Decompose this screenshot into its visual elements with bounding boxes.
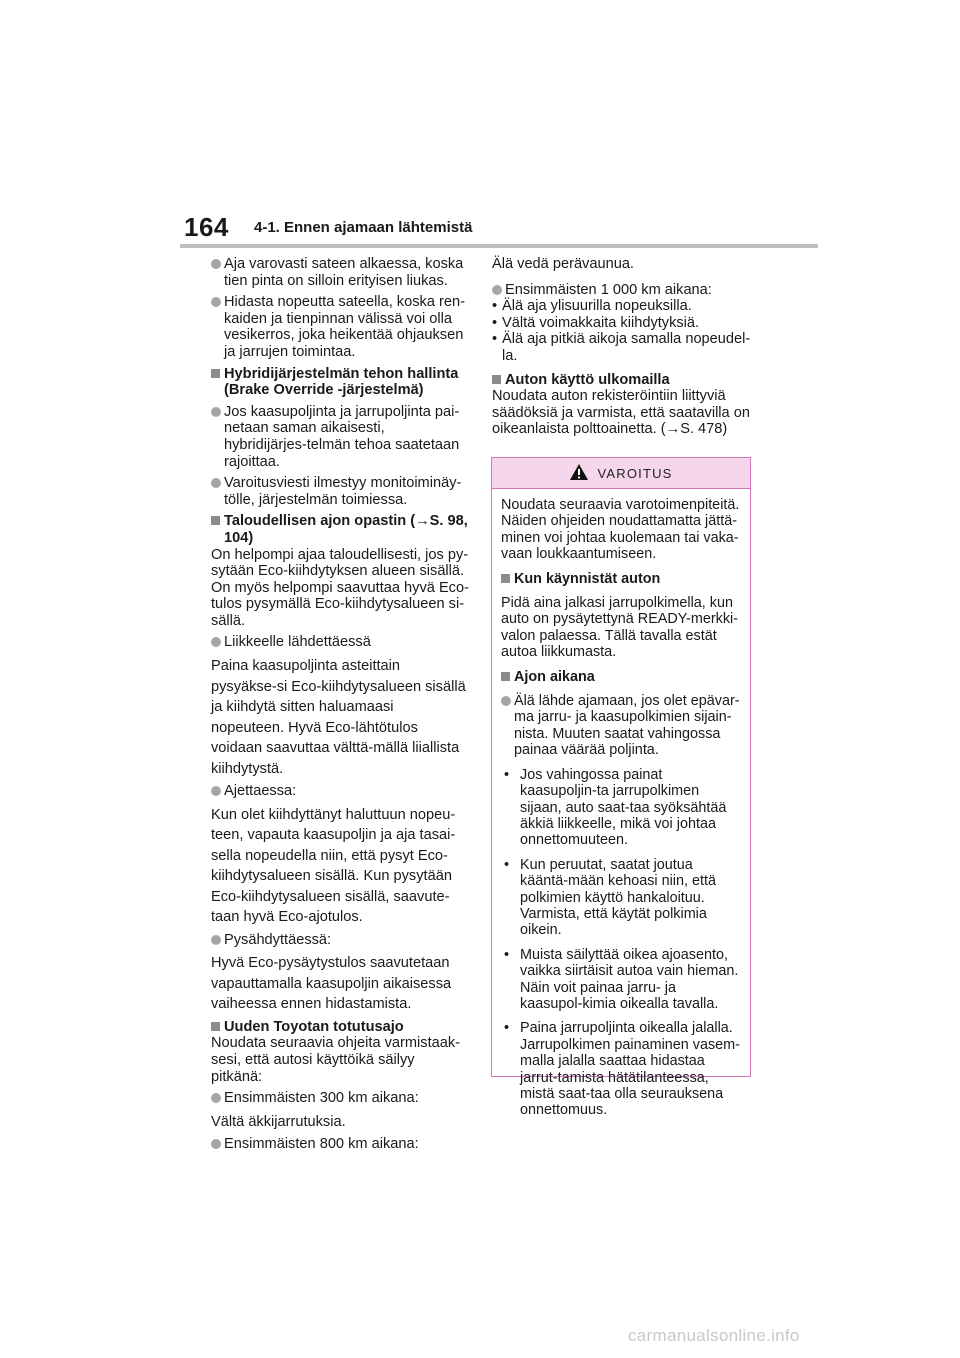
section-heading: Ajon aikana: [501, 669, 741, 685]
warning-header: [492, 458, 750, 489]
bullet-item: Hidasta nopeutta sateella, koska ren-kaiden ja tienpinnan välissä voi olla vesikerros, joka heikentää ohjauksen ja jarrujen toimintaa.: [211, 294, 469, 360]
section-title: 4-1. Ennen ajamaan lähtemistä: [254, 219, 473, 236]
dash-item: • Vältä voimakkaita kiihdytyksiä.: [492, 315, 754, 332]
dash-item: • Älä aja pitkiä aikoja samalla nopeudel-la.: [492, 331, 754, 364]
section-heading: Kun käynnistät auton: [501, 571, 741, 587]
section-heading: Auton käyttö ulkomailla: [492, 372, 754, 389]
warning-body: [492, 489, 750, 1119]
paragraph: Älä vedä perävaunua.: [492, 256, 634, 272]
header-divider: [180, 244, 818, 248]
bullet-item: Ensimmäisten 300 km aikana:: [211, 1090, 469, 1107]
dash-item: • Muista säilyttää oikea ajoasento, vaikka siirtäisit autoa vain hieman. Näin voit painaa jarru- ja kaasupol-kimia oikealla tavalla.: [501, 947, 741, 1013]
paragraph: Paina kaasupoljinta asteittain pysyäkse-si Eco-kiihdytysalueen sisällä ja kiihdytä sitten haluamaasi nopeuteen. Hyvä Eco-lähtötulos voidaan saavuttaa välttä-mällä liiallista kiihdytystä.: [211, 658, 466, 777]
paragraph: Kun olet kiihdyttänyt haluttuun nopeu-teen, vapauta kaasupoljin ja aja tasai-sella nopeudella niin, että pysyt Eco-kiihdytysalueen sisällä. Kun pysytään Eco-kiihdytysalueen sisällä, saavute-taan hyvä Eco-ajotulos.: [211, 806, 456, 926]
bullet-item: Älä lähde ajamaan, jos olet epävar-ma jarru- ja kaasupolkimien sijain-nista. Muuten saatat vahingossa painaa väärää poljinta.: [501, 693, 741, 759]
paragraph: Pidä aina jalkasi jarrupolkimella, kun auto on pysäytettynä READY-merkki-valon palaessa. Tällä tavalla estät autoa liikkumasta.: [501, 595, 739, 661]
section-heading: Hybridijärjestelmän tehon hallinta (Brake Override -järjestelmä): [211, 366, 469, 399]
bullet-item: Varoitusviesti ilmestyy monitoiminäy-tölle, järjestelmän toimiessa.: [211, 475, 469, 508]
page-number: 164: [184, 212, 229, 242]
bullet-item: Ensimmäisten 800 km aikana:: [211, 1136, 469, 1153]
dash-item: • Kun peruutat, saatat joutua kääntä-mään kehoasi niin, että polkimien käyttö hankaloituu. Varmista, että käytät polkimia oikein.: [501, 857, 741, 939]
paragraph: Noudata auton rekisteröintiin liittyviä säädöksiä ja varmista, että saatavilla on oikeanlaista polttoainetta. (→S. 478): [492, 388, 750, 438]
dash-item: • Jos vahingossa painat kaasupoljin-ta jarrupolkimen sijaan, auto saat-taa syöksähtää äkkiä liikkeelle, mikä voi johtaa onnettomuuteen.: [501, 767, 741, 849]
paragraph: Vältä äkkijarrutuksia.: [211, 1113, 346, 1130]
paragraph: Noudata seuraavia ohjeita varmistaak-sesi, että autosi käyttöikä säilyy pitkänä:: [211, 1035, 461, 1085]
bullet-item: Liikkeelle lähdettäessä: [211, 634, 469, 651]
section-heading: Taloudellisen ajon opastin (→S. 98, 104): [211, 513, 469, 546]
paragraph: Noudata seuraavia varotoimenpiteitä. Näiden ohjeiden noudattamatta jättä-minen voi johtaa kuolemaan tai vaka-vaan loukkaantumiseen.: [501, 497, 740, 563]
bullet-item: Pysähdyttäessä:: [211, 932, 469, 949]
watermark-text: carmanualsonline.info: [628, 1326, 800, 1345]
warning-title: VAROITUS: [597, 465, 673, 481]
warning-box: [491, 457, 751, 1119]
bullet-item: Ensimmäisten 1 000 km aikana:: [492, 282, 754, 299]
bullet-item: Jos kaasupoljinta ja jarrupoljinta pai-netaan saman aikaisesti, hybridijärjes-telmän tehoa saatetaan rajoittaa.: [211, 404, 469, 470]
dash-item: • Älä aja ylisuurilla nopeuksilla.: [492, 298, 754, 315]
left-column: [211, 256, 469, 1158]
bullet-item: Aja varovasti sateen alkaessa, koska tien pinta on silloin erityisen liukas.: [211, 256, 469, 289]
right-column: [492, 256, 754, 443]
bullet-item: Ajettaessa:: [211, 783, 469, 800]
section-heading: Uuden Toyotan totutusajo: [211, 1019, 469, 1036]
paragraph: On helpompi ajaa taloudellisesti, jos py-sytään Eco-kiihdytyksen alueen sisällä. On myös helpompi saavuttaa hyvä Eco-tulos pysymällä Eco-kiihdytysalueen si-sällä.: [211, 546, 469, 629]
dash-item: • Paina jarrupoljinta oikealla jalalla. Jarrupolkimen painaminen vasem-malla jalalla saattaa hidastaa jarrut-tamista hätätilanteessa, mistä saat-taa olla seurauksena onnettomuus.: [501, 1020, 741, 1118]
warning-triangle-icon: [569, 463, 589, 484]
paragraph: Hyvä Eco-pysäytystulos saavutetaan vapauttamalla kaasupoljin aikaisessa vaiheessa ennen hidastamista.: [211, 955, 452, 1013]
